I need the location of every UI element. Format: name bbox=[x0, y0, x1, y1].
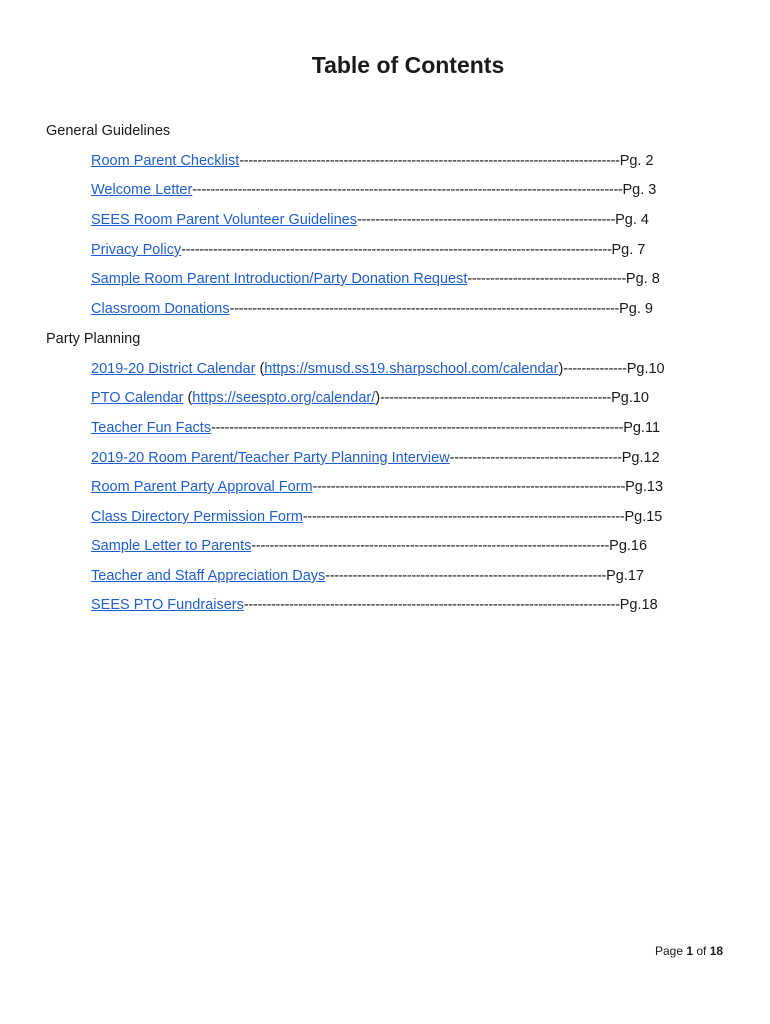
page-ref: Pg. 8 bbox=[625, 271, 660, 287]
leader-dots: --------------------------------------------------------------------- bbox=[312, 479, 626, 495]
footer-prefix: Page bbox=[655, 944, 687, 958]
leader-dots: -------------- bbox=[563, 361, 627, 377]
leader-dots: -------------------------------------------------------------- bbox=[325, 568, 607, 584]
leader-dots: ----------------------------------- bbox=[467, 271, 626, 287]
leader-dots: ------------------------------------------------------------------------------------ bbox=[239, 153, 620, 169]
page-ref: Pg.10 bbox=[626, 361, 665, 377]
leader-dots: ------------------------------------------------------------------------------- bbox=[251, 538, 610, 554]
leader-dots: ------------------------------------------------------------------------------------------- bbox=[211, 420, 624, 436]
toc-entry bbox=[91, 479, 663, 495]
paren-close: ) bbox=[558, 361, 564, 377]
page-ref: Pg. 3 bbox=[622, 182, 657, 198]
toc-link[interactable]: Privacy Policy bbox=[91, 242, 182, 258]
toc-link[interactable]: Class Directory Permission Form bbox=[91, 509, 303, 525]
toc-entry bbox=[91, 242, 645, 258]
toc-entry bbox=[91, 361, 665, 377]
toc-entry bbox=[91, 538, 647, 554]
footer-of: of bbox=[693, 944, 710, 958]
toc-link[interactable]: Sample Letter to Parents bbox=[91, 538, 252, 554]
url-link[interactable]: https://smusd.ss19.sharpschool.com/calendar bbox=[264, 361, 559, 377]
footer-current-page: 1 bbox=[686, 944, 694, 958]
toc-link[interactable]: 2019-20 District Calendar bbox=[91, 361, 256, 377]
toc-entry bbox=[91, 568, 644, 584]
toc-link[interactable]: Room Parent Checklist bbox=[91, 153, 240, 169]
page-number-footer bbox=[655, 944, 723, 958]
paren-open: ( bbox=[255, 361, 265, 377]
leader-dots: ----------------------------------------------------------------------------------- bbox=[243, 597, 620, 613]
leader-dots: -------------------------------------- bbox=[449, 450, 622, 466]
leader-dots: --------------------------------------------------------- bbox=[356, 212, 616, 228]
paren-open: ( bbox=[183, 390, 193, 406]
page-ref: Pg.11 bbox=[623, 420, 661, 436]
page-ref: Pg. 4 bbox=[615, 212, 649, 228]
leader-dots: ----------------------------------------------------------------------- bbox=[302, 509, 625, 525]
page-ref: Pg.10 bbox=[611, 390, 649, 406]
toc-link[interactable]: Welcome Letter bbox=[91, 182, 193, 198]
toc-link[interactable]: Room Parent Party Approval Form bbox=[91, 479, 313, 495]
footer-total-pages: 18 bbox=[709, 944, 724, 958]
toc-entry bbox=[91, 153, 654, 169]
toc-link[interactable]: SEES PTO Fundraisers bbox=[91, 597, 244, 613]
toc-entry bbox=[91, 597, 658, 613]
toc-entry bbox=[91, 450, 660, 466]
leader-dots: --------------------------------------------------- bbox=[380, 390, 612, 406]
toc-entry bbox=[91, 509, 662, 525]
leader-dots: -------------------------------------------------------------------------------------- bbox=[229, 301, 620, 317]
toc-entry bbox=[91, 301, 653, 317]
toc-entry bbox=[91, 420, 660, 436]
page-ref: Pg.18 bbox=[619, 597, 658, 613]
page-ref: Pg.17 bbox=[606, 568, 644, 584]
toc-link[interactable]: Teacher and Staff Appreciation Days bbox=[91, 568, 326, 584]
page-ref: Pg.15 bbox=[624, 509, 663, 525]
toc-entry bbox=[91, 390, 649, 406]
page-ref: Pg.16 bbox=[609, 538, 648, 554]
leader-dots: ----------------------------------------------------------------------------------------------- bbox=[181, 242, 612, 258]
toc-entry bbox=[91, 271, 660, 287]
url-link[interactable]: https://seespto.org/calendar/ bbox=[192, 390, 376, 406]
toc-entry bbox=[91, 182, 656, 198]
toc-link[interactable]: 2019-20 Room Parent/Teacher Party Planning Interview bbox=[91, 450, 450, 466]
toc-link[interactable]: PTO Calendar bbox=[91, 390, 184, 406]
section-heading-general-guidelines: General Guidelines bbox=[46, 123, 171, 139]
page-ref: Pg. 7 bbox=[611, 242, 646, 258]
toc-link[interactable]: Teacher Fun Facts bbox=[91, 420, 212, 436]
toc-link[interactable]: Classroom Donations bbox=[91, 301, 230, 317]
toc-link[interactable]: Sample Room Parent Introduction/Party Donation Request bbox=[91, 271, 468, 287]
toc-link[interactable]: SEES Room Parent Volunteer Guidelines bbox=[91, 212, 357, 228]
page-ref: Pg.12 bbox=[621, 450, 660, 466]
page-ref: Pg.13 bbox=[625, 479, 664, 495]
leader-dots: ----------------------------------------------------------------------------------------------- bbox=[192, 182, 623, 198]
toc-entry bbox=[91, 212, 649, 228]
section-heading-party-planning: Party Planning bbox=[46, 331, 141, 347]
page-ref: Pg. 9 bbox=[619, 301, 653, 317]
page-title: Table of Contents bbox=[311, 52, 505, 78]
page-ref: Pg. 2 bbox=[619, 153, 654, 169]
paren-close: ) bbox=[375, 390, 381, 406]
